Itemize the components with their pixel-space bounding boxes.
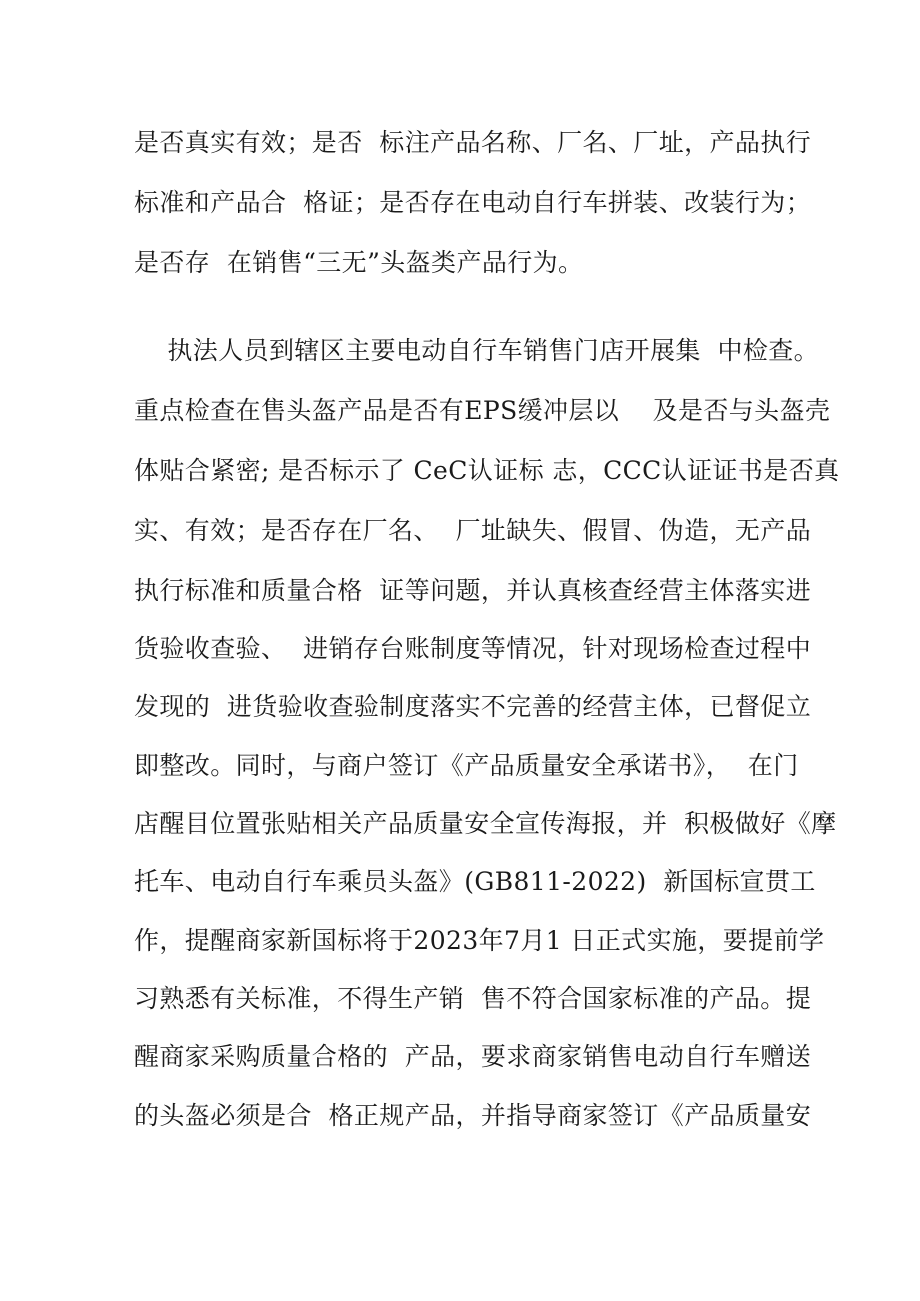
paragraph-2-line-4: 实、有效；是否存在厂名、 厂址缺失、假冒、伪造，无产品	[134, 516, 812, 545]
paragraph-2-line-8: 即整改。同时，与商户签订《产品质量安全承诺书》， 在门	[134, 751, 799, 780]
paragraph-2-line-1: 执法人员到辖区主要电动自行车销售门店开展集 中检查。	[134, 336, 820, 365]
paragraph-2-line-9: 店醒目位置张贴相关产品质量安全宣传海报，并 积极做好《摩	[134, 809, 837, 838]
paragraph-2-line-2: 重点检查在售头盔产品是否有EPS缓冲层以 及是否与头盔壳	[134, 396, 831, 425]
paragraph-2-line-13: 醒商家采购质量合格的 产品，要求商家销售电动自行车赠送	[134, 1042, 812, 1071]
paragraph-2-line-7: 发现的 进货验收查验制度落实不完善的经营主体，已督促立	[134, 692, 812, 721]
paragraph-2-line-3: 体贴合紧密; 是否标示了 CeC认证标 志，CCC认证证书是否真	[134, 456, 840, 485]
paragraph-2-line-10: 托车、电动自行车乘员头盔》(GB811-2022) 新国标宣贯工	[134, 867, 816, 896]
paragraph-2-line-6: 货验收查验、 进销存台账制度等情况，针对现场检查过程中	[134, 634, 812, 663]
paragraph-2-line-5: 执行标准和质量合格 证等问题，并认真核查经营主体落实进	[134, 576, 812, 605]
paragraph-1-line-3: 是否存 在销售“三无”头盔类产品行为。	[134, 248, 584, 277]
paragraph-2-line-11: 作，提醒商家新国标将于2023年7月1 日正式实施，要提前学	[134, 926, 825, 955]
paragraph-1-line-1: 是否真实有效；是否 标注产品名称、厂名、厂址，产品执行	[134, 128, 812, 157]
paragraph-1-line-2: 标准和产品合 格证；是否存在电动自行车拼装、改装行为；	[134, 188, 812, 217]
paragraph-2-line-12: 习熟悉有关标准，不得生产销 售不符合国家标准的产品。提	[134, 984, 812, 1013]
paragraph-2-line-14: 的头盔必须是合 格正规产品，并指导商家签订《产品质量安	[134, 1101, 812, 1130]
